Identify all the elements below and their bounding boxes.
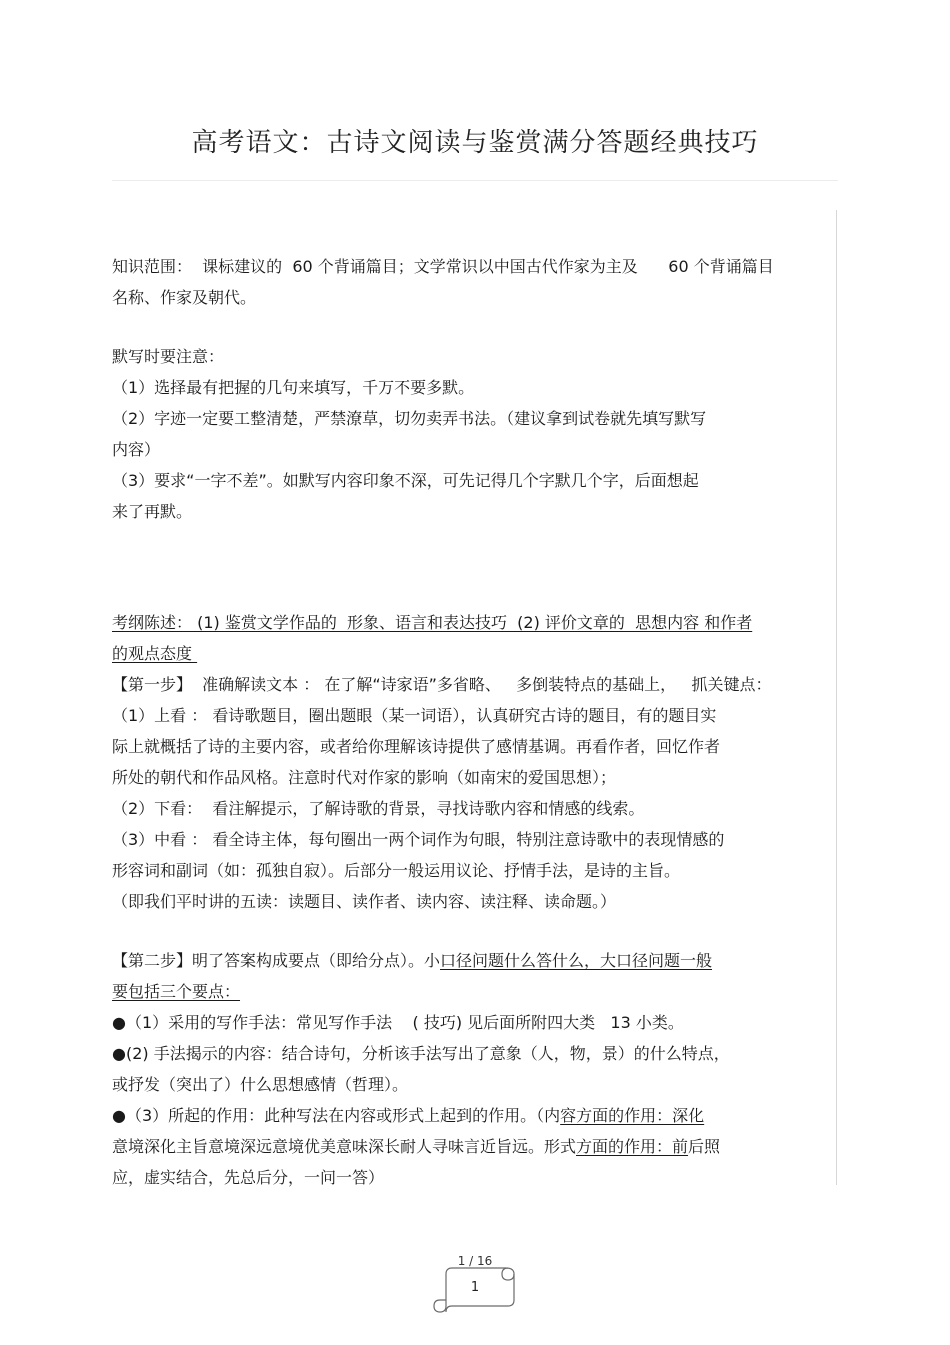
text-segment: ●（3）所起的作用：此种写法在内容或形式上起到的作用。（内 [112, 1106, 561, 1125]
step-two-section [112, 945, 834, 1193]
text-line: 或抒发（突出了）什么思想感情（哲理）。 [112, 1075, 409, 1094]
underlined-segment: 方面的作用：前 [576, 1137, 689, 1156]
text-line: 形容词和副词（如：孤独自寂）。后部分一般运用议论、抒情手法，是诗的主旨。 [112, 861, 681, 880]
text-line: 考纲陈述： (1) 鉴赏文学作品的 形象、语言和表达技巧 (2) 评价文章的 思想内容 和作者 [112, 613, 753, 632]
page-indicator: 1 / 16 [457, 1254, 493, 1268]
title-divider [112, 180, 838, 181]
text-line: 所处的朝代和作品风格。注意时代对作家的影响（如南宋的爱国思想）； [112, 768, 617, 787]
dictation-notes [112, 341, 834, 527]
text-line: （1）上看 ： 看诗歌题目，圈出题眼（某一词语），认真研究古诗的题目，有的题目实 [112, 706, 717, 725]
underlined-segment: 容方面的作用：深化 [560, 1106, 705, 1125]
text-line: 要包括三个要点： [112, 982, 241, 1001]
text-line: 的观点态度 [112, 644, 198, 663]
scroll-page-number: 1 [470, 1280, 480, 1295]
text-segment: 【第二步】明了答案构成要点（即给分点）。小 [112, 951, 441, 970]
underlined-segment: 口径问题什么答什么，大口径问题一般 [440, 951, 713, 970]
dictation-heading: 默写时要注意： [112, 347, 225, 366]
bullet-item: ●（1）采用的写作手法：常见写作手法 ( 技巧) 见后面所附四大类 13 小类。 [112, 1013, 684, 1032]
bullet-item: ●(2) 手法揭示的内容：结合诗句，分析该手法写出了意象（人，物，景）的什么特点， [112, 1044, 730, 1063]
text-line: 知识范围： 课标建议的 60 个背诵篇目；文学常识以中国古代作家为主及 60 个背诵篇目 [112, 257, 774, 276]
text-line: （1）选择最有把握的几句来填写，千万不要多默。 [112, 378, 475, 397]
knowledge-scope-paragraph [112, 251, 834, 313]
text-line: 际上就概括了诗的主要内容，或者给你理解该诗提供了感情基调。再看作者，回忆作者 [112, 737, 721, 756]
text-segment: 意境深化主旨意境深远意境优美意味深长耐人寻味言近旨远。形式 [112, 1137, 577, 1156]
text-line: （3）要求“一字不差”。如默写内容印象不深，可先记得几个字默几个字，后面想起 [112, 471, 699, 490]
text-line: 来了再默。 [112, 502, 193, 521]
right-margin-line [836, 210, 837, 1185]
text-line: 应，虚实结合，先总后分，一问一答） [112, 1168, 385, 1187]
bullet-item [112, 1100, 834, 1131]
text-line: （3）中看 ： 看全诗主体，每句圈出一两个词作为句眼，特别注意诗歌中的表现情感的 [112, 830, 725, 849]
text-line: （2）下看： 看注解提示，了解诗歌的背景，寻找诗歌内容和情感的线索。 [112, 799, 645, 818]
step-two-heading [112, 945, 834, 976]
outline-statement [112, 607, 834, 669]
text-line: （2）字迹一定要工整清楚，严禁潦草，切勿卖弄书法。（建议拿到试卷就先填写默写 [112, 409, 707, 428]
document-title: 高考语文：古诗文阅读与鉴赏满分答题经典技巧 [191, 128, 759, 158]
step-one-heading: 【第一步】 准确解读文本 ： 在了解“诗家语”多省略、 多倒装特点的基础上， 抓关键点： [112, 675, 772, 694]
text-line: 内容） [112, 440, 161, 459]
text-line: （即我们平时讲的五读：读题目、读作者、读内容、读注释、读命题。） [112, 892, 617, 911]
step-one-section [112, 669, 834, 917]
text-line [112, 1131, 834, 1162]
text-segment: 后照 [688, 1137, 721, 1156]
text-line: 名称、作家及朝代。 [112, 288, 257, 307]
